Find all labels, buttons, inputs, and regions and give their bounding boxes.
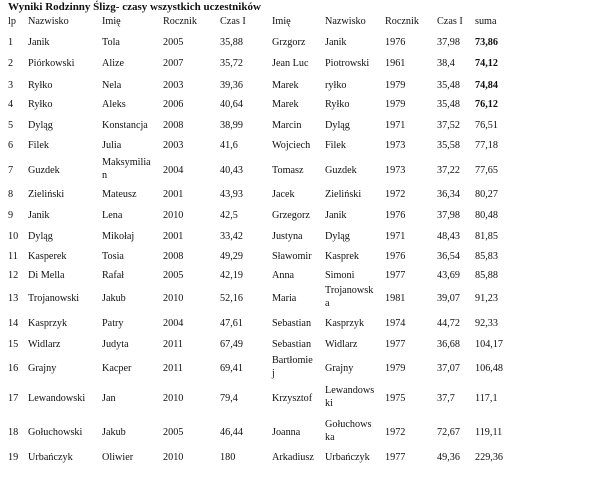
cell-time-2: 36,34 [437,189,460,200]
cell-first-name-2: Tomasz [272,165,304,176]
cell-surname-1: Grajny [28,363,57,374]
cell-first-name-1: Tosia [102,251,124,262]
cell-lp: 19 [8,452,19,463]
cell-time-2: 37,98 [437,210,460,221]
cell-time-1: 47,61 [220,318,243,329]
cell-lp: 15 [8,339,19,350]
cell-birth-year-1: 2006 [163,99,184,110]
cell-first-name-1: Tola [102,37,120,48]
cell-time-1: 41,6 [220,140,238,151]
cell-birth-year-2: 1981 [385,293,406,304]
cell-birth-year-1: 2011 [163,339,183,350]
cell-time-2: 36,54 [437,251,460,262]
cell-time-1: 46,44 [220,427,243,438]
cell-time-2: 72,67 [437,427,460,438]
cell-birth-year-1: 2008 [163,120,184,131]
cell-lp: 9 [8,210,14,221]
cell-total: 81,85 [475,231,498,242]
cell-lp: 8 [8,189,14,200]
cell-time-1: 43,93 [220,189,243,200]
cell-surname-2: Filek [325,140,346,151]
cell-first-name-1: Jan [102,393,116,404]
cell-first-name-1: Judyta [102,339,129,350]
cell-birth-year-2: 1971 [385,231,406,242]
cell-birth-year-1: 2010 [163,452,184,463]
cell-first-name-1: Rafał [102,270,125,281]
cell-birth-year-1: 2001 [163,231,184,242]
cell-time-1: 49,29 [220,251,243,262]
cell-time-2: 35,48 [437,80,460,91]
cell-time-1: 35,88 [220,37,243,48]
header-surname-1: Nazwisko [28,16,69,27]
cell-surname-1: Janik [28,37,50,48]
cell-surname-1: Urbańczyk [28,452,73,463]
header-time-1: Czas I [220,16,246,27]
cell-surname-2: Kasprzyk [325,318,365,329]
cell-surname-1: Dyląg [28,120,53,131]
cell-first-name-2: Jacek [272,189,295,200]
cell-lp: 2 [8,58,14,69]
cell-surname-1: Guzdek [28,165,60,176]
cell-birth-year-1: 2005 [163,37,184,48]
cell-surname-1: Zieliński [28,189,65,200]
cell-birth-year-1: 2008 [163,251,184,262]
cell-total: 92,33 [475,318,498,329]
cell-birth-year-1: 2010 [163,393,184,404]
cell-birth-year-2: 1975 [385,393,406,404]
cell-time-2: 37,07 [437,363,460,374]
cell-first-name-1: Julia [102,140,122,151]
cell-surname-2: Gołuchows ka [325,419,372,443]
cell-first-name-2: Jean Luc [272,58,309,69]
cell-birth-year-2: 1973 [385,140,406,151]
cell-total: 91,23 [475,293,498,304]
cell-surname-1: Filek [28,140,49,151]
cell-surname-1: Dyląg [28,231,53,242]
cell-first-name-1: Patry [102,318,124,329]
cell-time-2: 37,22 [437,165,460,176]
cell-birth-year-1: 2003 [163,140,184,151]
cell-first-name-2: Arkadiusz [272,452,314,463]
header-surname-2: Nazwisko [325,16,366,27]
cell-time-1: 52,16 [220,293,243,304]
cell-time-2: 49,36 [437,452,460,463]
cell-birth-year-1: 2001 [163,189,184,200]
cell-total: 77,65 [475,165,498,176]
cell-first-name-2: Sebastian [272,339,312,350]
cell-total: 85,88 [475,270,498,281]
cell-total: 104,17 [475,339,504,350]
cell-time-1: 40,64 [220,99,243,110]
cell-surname-1: Kasprzyk [28,318,68,329]
cell-first-name-2: Marek [272,80,299,91]
cell-lp: 18 [8,427,19,438]
cell-time-2: 39,07 [437,293,460,304]
cell-time-2: 37,52 [437,120,460,131]
cell-time-2: 37,98 [437,37,460,48]
cell-total: 80,27 [475,189,498,200]
cell-surname-1: Kasperek [28,251,67,262]
cell-first-name-2: Marcin [272,120,302,131]
cell-birth-year-2: 1979 [385,363,406,374]
cell-time-2: 43,69 [437,270,460,281]
cell-lp: 5 [8,120,14,131]
cell-birth-year-1: 2005 [163,270,184,281]
cell-birth-year-1: 2010 [163,293,184,304]
cell-first-name-2: Maria [272,293,297,304]
cell-surname-2: Janik [325,210,347,221]
cell-total: 76,12 [475,99,498,110]
cell-first-name-1: Konstancja [102,120,148,131]
cell-first-name-2: Joanna [272,427,301,438]
cell-first-name-2: Sebastian [272,318,312,329]
cell-first-name-2: Sławomir [272,251,312,262]
cell-first-name-2: Justyna [272,231,303,242]
cell-time-1: 39,36 [220,80,243,91]
cell-time-1: 79,4 [220,393,238,404]
cell-first-name-2: Grzegorz [272,210,310,221]
cell-total: 74,12 [475,58,498,69]
cell-time-2: 35,48 [437,99,460,110]
cell-birth-year-2: 1976 [385,37,406,48]
cell-time-2: 36,68 [437,339,460,350]
cell-birth-year-1: 2004 [163,318,184,329]
cell-birth-year-2: 1977 [385,452,406,463]
header-total: suma [475,16,497,27]
cell-surname-2: Widlarz [325,339,358,350]
cell-birth-year-1: 2007 [163,58,184,69]
cell-total: 74,84 [475,80,498,91]
cell-time-1: 42,19 [220,270,243,281]
cell-surname-2: Simoni [325,270,355,281]
cell-lp: 7 [8,165,14,176]
cell-lp: 14 [8,318,19,329]
cell-first-name-1: Kacper [102,363,132,374]
cell-birth-year-1: 2011 [163,363,183,374]
cell-time-1: 42,5 [220,210,238,221]
cell-lp: 6 [8,140,14,151]
cell-birth-year-1: 2003 [163,80,184,91]
cell-time-1: 33,42 [220,231,243,242]
cell-birth-year-1: 2004 [163,165,184,176]
cell-total: 73,86 [475,37,498,48]
cell-surname-2: Piotrowski [325,58,370,69]
cell-lp: 17 [8,393,19,404]
cell-surname-1: Widlarz [28,339,61,350]
cell-total: 77,18 [475,140,498,151]
cell-time-1: 67,49 [220,339,243,350]
cell-birth-year-2: 1972 [385,427,406,438]
cell-first-name-1: Aleks [102,99,126,110]
header-birth-year-1: Rocznik [163,16,197,27]
cell-time-2: 48,43 [437,231,460,242]
cell-time-1: 35,72 [220,58,243,69]
header-time-2: Czas I [437,16,463,27]
cell-surname-2: Guzdek [325,165,357,176]
cell-total: 119,11 [475,427,503,438]
header-first-name-1: Imię [102,16,121,27]
cell-surname-2: Ryłko [325,99,350,110]
cell-total: 106,48 [475,363,504,374]
cell-first-name-2: Bartłomie j [272,355,313,379]
cell-surname-1: Ryłko [28,99,53,110]
cell-first-name-1: Alize [102,58,125,69]
cell-first-name-1: Mikołaj [102,231,135,242]
cell-lp: 13 [8,293,19,304]
cell-lp: 11 [8,251,18,262]
cell-birth-year-2: 1961 [385,58,406,69]
cell-first-name-1: Mateusz [102,189,137,200]
cell-birth-year-2: 1972 [385,189,406,200]
cell-surname-1: Gołuchowski [28,427,83,438]
cell-first-name-1: Lena [102,210,123,221]
cell-total: 117,1 [475,393,498,404]
cell-surname-2: ryłko [325,80,347,91]
cell-time-1: 69,41 [220,363,243,374]
cell-surname-2: Janik [325,37,347,48]
cell-surname-2: Zieliński [325,189,362,200]
cell-birth-year-2: 1977 [385,270,406,281]
cell-surname-2: Lewandows ki [325,385,375,409]
cell-time-2: 38,4 [437,58,455,69]
cell-first-name-2: Wojciech [272,140,311,151]
cell-total: 76,51 [475,120,498,131]
cell-total: 80,48 [475,210,498,221]
cell-first-name-2: Marek [272,99,299,110]
cell-surname-1: Piórkowski [28,58,75,69]
cell-birth-year-2: 1976 [385,210,406,221]
cell-birth-year-2: 1971 [385,120,406,131]
cell-surname-1: Trojanowski [28,293,80,304]
cell-time-1: 38,99 [220,120,243,131]
cell-surname-2: Dyląg [325,231,350,242]
cell-first-name-2: Grzgorz [272,37,306,48]
cell-total: 229,36 [475,452,504,463]
cell-birth-year-2: 1973 [385,165,406,176]
cell-surname-1: Di Mella [28,270,65,281]
cell-lp: 10 [8,231,19,242]
cell-time-2: 44,72 [437,318,460,329]
cell-total: 85,83 [475,251,498,262]
cell-birth-year-2: 1977 [385,339,406,350]
cell-surname-2: Dyląg [325,120,350,131]
cell-birth-year-2: 1976 [385,251,406,262]
cell-first-name-1: Nela [102,80,122,91]
cell-lp: 3 [8,80,14,91]
header-lp: lp [8,16,16,27]
cell-first-name-1: Oliwier [102,452,134,463]
cell-birth-year-1: 2005 [163,427,184,438]
cell-time-1: 40,43 [220,165,243,176]
cell-first-name-2: Krzysztof [272,393,313,404]
cell-time-1: 180 [220,452,236,463]
cell-lp: 16 [8,363,19,374]
cell-surname-2: Grajny [325,363,354,374]
cell-birth-year-2: 1979 [385,99,406,110]
cell-surname-1: Ryłko [28,80,53,91]
cell-first-name-2: Anna [272,270,295,281]
cell-surname-2: Trojanowsk a [325,285,374,309]
cell-first-name-1: Maksymilia n [102,157,151,181]
header-first-name-2: Imię [272,16,291,27]
cell-lp: 12 [8,270,19,281]
cell-lp: 4 [8,99,14,110]
cell-surname-2: Urbańczyk [325,452,370,463]
cell-first-name-1: Jakub [102,293,126,304]
header-birth-year-2: Rocznik [385,16,419,27]
cell-birth-year-2: 1979 [385,80,406,91]
cell-surname-1: Janik [28,210,50,221]
cell-time-2: 35,58 [437,140,460,151]
cell-time-2: 37,7 [437,393,455,404]
cell-birth-year-1: 2010 [163,210,184,221]
cell-birth-year-2: 1974 [385,318,406,329]
cell-first-name-1: Jakub [102,427,126,438]
cell-lp: 1 [8,37,14,48]
cell-surname-2: Kasprek [325,251,359,262]
cell-surname-1: Lewandowski [28,393,86,404]
page-title: Wyniki Rodzinny Ślizg- czasy wszystkich uczestników [8,1,261,13]
